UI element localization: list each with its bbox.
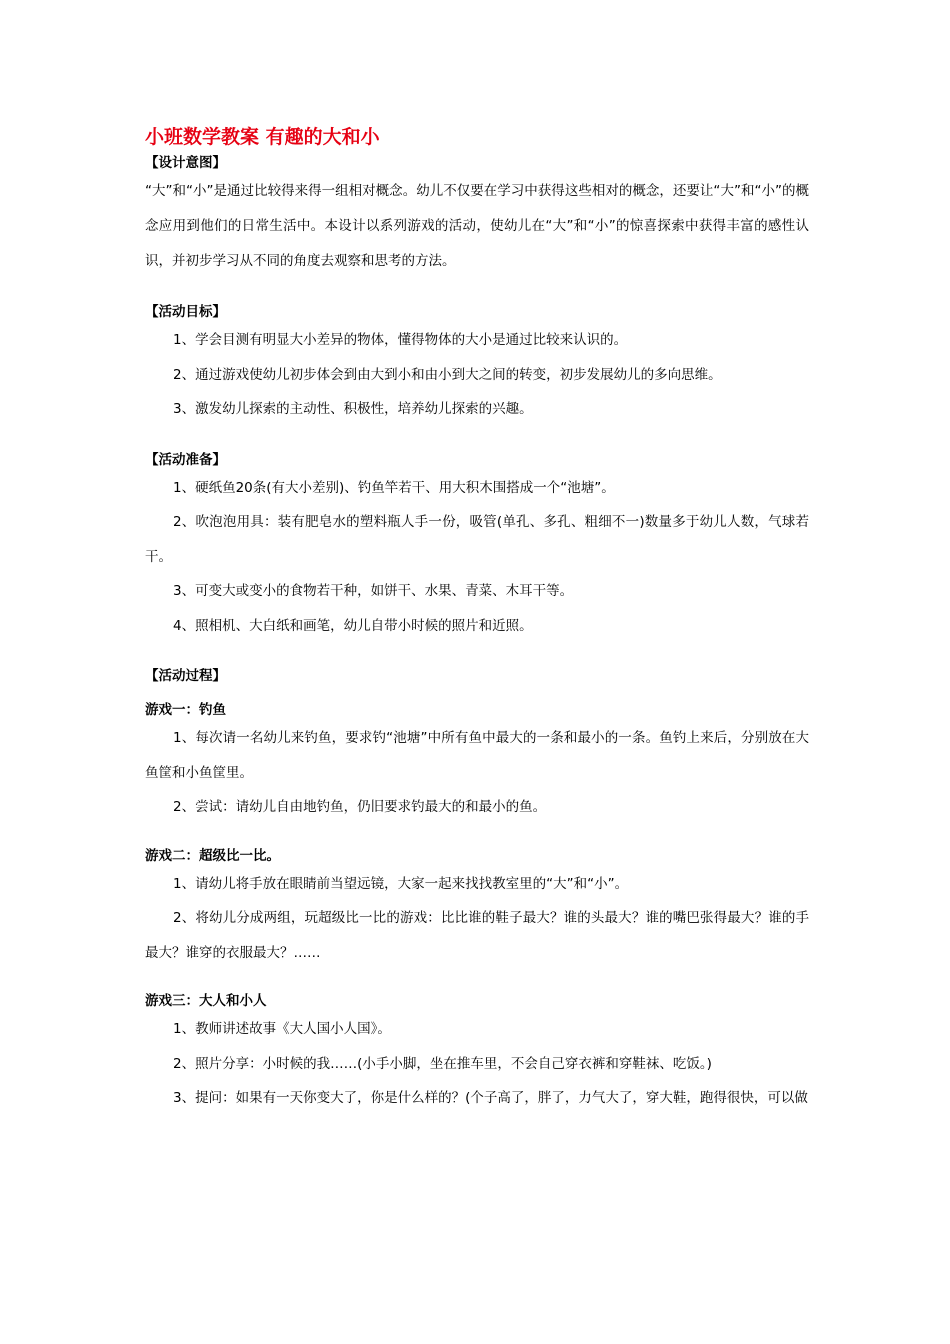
game-two-item: 1、请幼儿将手放在眼睛前当望远镜，大家一起来找找教室里的“大”和“小”。: [173, 875, 629, 892]
prep-item: 4、照相机、大白纸和画笔，幼儿自带小时候的照片和近照。: [173, 617, 533, 634]
design-intent-heading: 【设计意图】: [145, 155, 226, 171]
game-three-title: 游戏三：大人和小人: [145, 993, 267, 1009]
goal-item: 2、通过游戏使幼儿初步体会到由大到小和由小到大之间的转变，初步发展幼儿的多向思维。: [173, 366, 722, 383]
activity-process-heading: 【活动过程】: [145, 668, 226, 684]
game-two-item: 2、将幼儿分成两组，玩超级比一比的游戏：比比谁的鞋子最大？谁的头最大？谁的嘴巴张得最大？谁的手最大？谁穿的衣服最大？……: [145, 910, 809, 961]
prep-item: 2、吹泡泡用具：装有肥皂水的塑料瓶人手一份，吸管(单孔、多孔、粗细不一)数量多于幼儿人数，气球若干。: [145, 514, 809, 565]
activity-prep-heading: 【活动准备】: [145, 451, 226, 468]
game-one-title: 游戏一：钓鱼: [145, 702, 226, 718]
goal-item: 1、学会目测有明显大小差异的物体，懂得物体的大小是通过比较来认识的。: [173, 332, 628, 348]
game-three-item: 3、提问：如果有一天你变大了，你是什么样的？(个子高了，胖了，力气大了，穿大鞋，跑得很快，可以做: [173, 1090, 808, 1106]
activity-goals-heading: 【活动目标】: [145, 304, 226, 320]
design-intent-text: “大”和“小”是通过比较得来得一组相对概念。幼儿不仅要在学习中获得这些相对的概念，还要让“大”和“小”的概念应用到他们的日常生活中。本设计以系列游戏的活动，使幼儿在“大”和“小”的惊喜探索中获得丰富的感性认识，并初步学习从不同的角度去观察和思考的方法。: [145, 183, 809, 269]
game-one-item: 2、尝试：请幼儿自由地钓鱼，仍旧要求钓最大的和最小的鱼。: [173, 799, 547, 815]
game-two-title: 游戏二：超级比一比。: [145, 847, 280, 864]
document-title: 小班数学教案 有趣的大和小: [145, 126, 380, 148]
game-three-item: 1、教师讲述故事《大人国小人国》。: [173, 1021, 391, 1037]
game-three-item: 2、照片分享：小时候的我……(小手小脚，坐在推车里，不会自己穿衣裤和穿鞋袜、吃饭。): [173, 1055, 712, 1072]
prep-item: 1、硬纸鱼20条(有大小差别)、钓鱼竿若干、用大积木围搭成一个“池塘”。: [173, 479, 615, 496]
goal-item: 3、激发幼儿探索的主动性、积极性，培养幼儿探索的兴趣。: [173, 401, 533, 417]
game-one-item: 1、每次请一名幼儿来钓鱼，要求钓“池塘”中所有鱼中最大的一条和最小的一条。鱼钓上来后，分别放在大鱼筐和小鱼筐里。: [145, 730, 809, 781]
prep-item: 3、可变大或变小的食物若干种，如饼干、水果、青菜、木耳干等。: [173, 583, 574, 599]
document-body: [145, 124, 809, 1116]
